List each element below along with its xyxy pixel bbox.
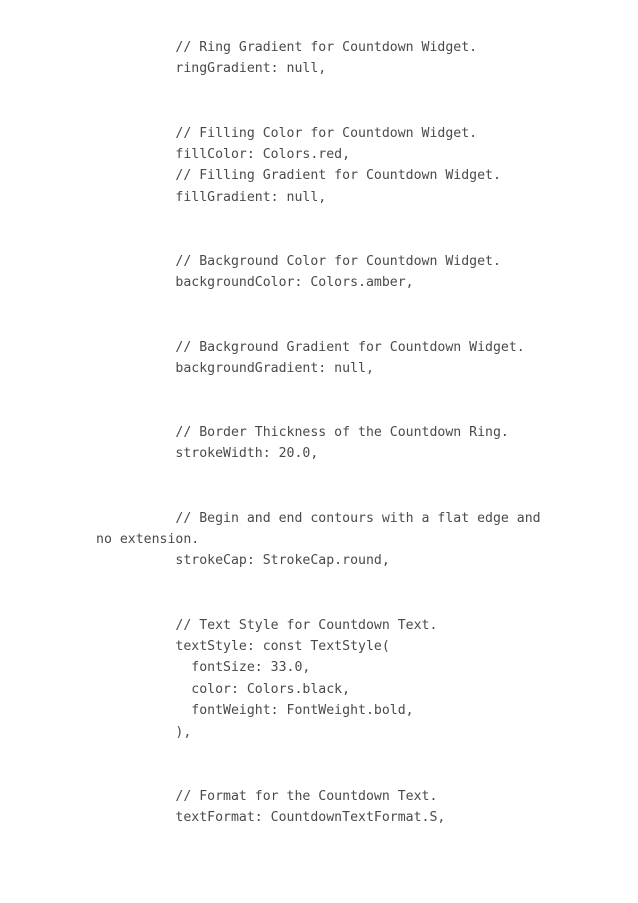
code-comment-fill-color: // Filling Color for Countdown Widget. (96, 125, 478, 141)
code-property-text-style: textStyle: const TextStyle( (96, 639, 390, 655)
code-comment-stroke-width: // Border Thickness of the Countdown Ring. (96, 425, 509, 441)
code-spacer (96, 208, 616, 251)
code-property-font-size: fontSize: 33.0, (96, 660, 311, 676)
code-property-background-gradient: backgroundGradient: null, (96, 360, 374, 376)
code-property-background-color: backgroundColor: Colors.amber, (96, 275, 414, 291)
code-spacer (96, 379, 616, 422)
code-property-font-weight: fontWeight: FontWeight.bold, (96, 703, 414, 719)
code-spacer (96, 80, 616, 123)
code-property-fill-gradient: fillGradient: null, (96, 189, 327, 205)
code-spacer (96, 465, 616, 508)
code-closing-paren: ), (96, 724, 192, 740)
code-comment-ring-gradient: // Ring Gradient for Countdown Widget. (96, 40, 478, 55)
code-spacer (96, 294, 616, 337)
code-property-fill-color: fillColor: Colors.red, (96, 146, 351, 162)
code-comment-stroke-cap: // Begin and end contours with a flat edge and (96, 510, 541, 526)
code-comment-fill-gradient: // Filling Gradient for Countdown Widget. (96, 168, 501, 184)
code-comment-text-style: // Text Style for Countdown Text. (96, 617, 438, 633)
code-property-stroke-width: strokeWidth: 20.0, (96, 446, 319, 462)
code-snippet (96, 37, 616, 829)
code-comment-background-color: // Background Color for Countdown Widget. (96, 253, 501, 269)
code-property-color: color: Colors.black, (96, 681, 351, 697)
code-property-text-format: textFormat: CountdownTextFormat.S, (96, 810, 446, 826)
code-comment-stroke-cap-wrap: no extension. (96, 532, 200, 548)
code-spacer (96, 743, 616, 786)
code-comment-text-format: // Format for the Countdown Text. (96, 788, 438, 804)
code-property-stroke-cap: strokeCap: StrokeCap.round, (96, 553, 390, 569)
code-spacer (96, 572, 616, 615)
code-comment-background-gradient: // Background Gradient for Countdown Widget. (96, 339, 525, 355)
code-property-ring-gradient: ringGradient: null, (96, 61, 327, 77)
